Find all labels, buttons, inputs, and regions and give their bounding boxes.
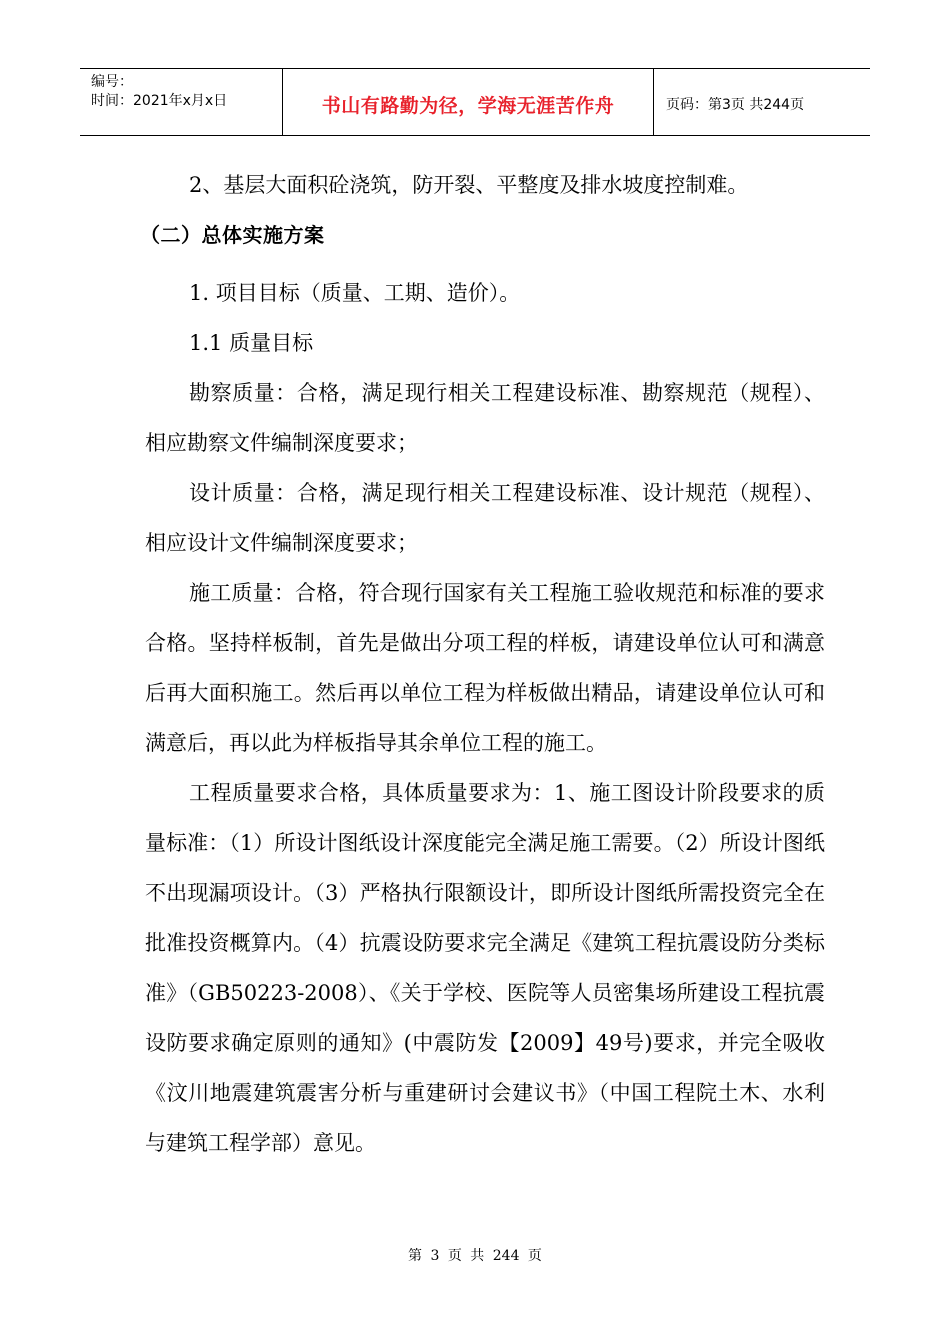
header-meta — [80, 69, 282, 135]
header-number-label: 编号： — [91, 74, 133, 90]
document-body — [140, 160, 825, 1168]
paragraph-design-quality: 设计质量：合格，满足现行相关工程建设标准、设计规范（规程）、相应设计文件编制深度要求； — [145, 481, 825, 555]
section-title: （二）总体实施方案 — [140, 223, 325, 247]
paragraph-quality-goal-heading: 1.1 质量目标 — [189, 331, 314, 355]
header-page-info: 页码：第3页 共244页 — [666, 97, 805, 113]
header-time-label: 时间：2021年x月x日 — [91, 93, 228, 109]
header-page-cell — [654, 69, 870, 135]
page-header — [80, 68, 870, 136]
header-motto: 书山有路勤为径，学海无涯苦作舟 — [321, 94, 615, 117]
paragraph-foundation-difficulty: 2、基层大面积砼浇筑，防开裂、平整度及排水坡度控制难。 — [189, 173, 749, 197]
paragraph-quality-requirements: 工程质量要求合格，具体质量要求为：1、施工图设计阶段要求的质量标准：（1）所设计图纸设计深度能完全满足施工需要。（2）所设计图纸不出现漏项设计。（3）严格执行限额设计，即所设计图纸所需投资完全在批准投资概算内。（4）抗震设防要求完全满足《建筑工程抗震设防分类标准》（GB50223-2008）、《关于学校、医院等人员密集场所建设工程抗震设防要求确定原则的通知》(中震防发【2009】49号)要求，并完全吸收《汶川地震建筑震害分析与重建研讨会建议书》（中国工程院土木、水利与建筑工程学部）意见。 — [145, 781, 825, 1155]
paragraph-construction-quality: 施工质量：合格，符合现行国家有关工程施工验收规范和标准的要求合格。坚持样板制，首先是做出分项工程的样板，请建设单位认可和满意后再大面积施工。然后再以单位工程为样板做出精品，请建设单位认可和满意后，再以此为样板指导其余单位工程的施工。 — [145, 581, 825, 755]
header-motto-cell — [282, 69, 654, 135]
paragraph-project-goals: 1. 项目目标（质量、工期、造价）。 — [189, 281, 521, 305]
page-footer: 第 3 页 共 244 页 — [408, 1248, 542, 1264]
paragraph-survey-quality: 勘察质量：合格，满足现行相关工程建设标准、勘察规范（规程）、相应勘察文件编制深度要求； — [145, 381, 825, 455]
